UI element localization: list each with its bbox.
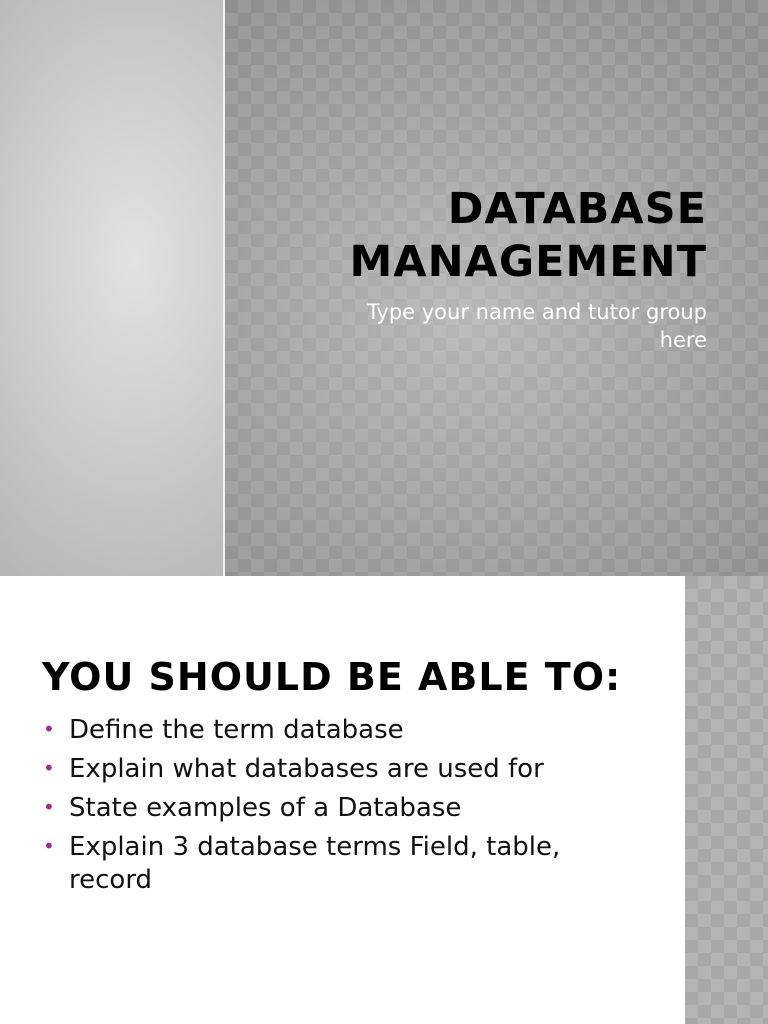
slide-subtitle[interactable] [267,298,707,354]
objectives-slide [0,576,768,1024]
slide-left-panel [0,0,223,576]
slide-title-line-1: DATABASE [447,184,707,234]
slide-title-line-2: MANAGEMENT [349,237,707,287]
slide-subtitle-line-1: Type your name and tutor group [366,300,707,324]
bullet-icon: • [43,834,55,858]
objectives-list [42,714,642,903]
list-item[interactable] [42,753,642,786]
bullet-icon: • [43,756,55,780]
list-item-text: Explain what databases are used for [69,754,544,784]
bullet-icon: • [43,717,55,741]
list-item[interactable] [42,792,642,825]
list-item-text-continued: record [69,865,153,895]
list-item[interactable] [42,714,642,747]
objectives-heading[interactable]: YOU SHOULD BE ABLE TO: [42,655,622,699]
list-item-text: State examples of a Database [69,793,462,823]
slide-subtitle-line-2: here [659,328,707,352]
list-item-text: Define the term database [69,715,404,745]
list-item-text: Explain 3 database terms Field, table, [69,832,561,862]
bullet-icon: • [43,795,55,819]
list-item[interactable] [42,831,642,897]
slide-title[interactable] [267,183,707,289]
slide-pattern-stripe [685,576,768,1024]
